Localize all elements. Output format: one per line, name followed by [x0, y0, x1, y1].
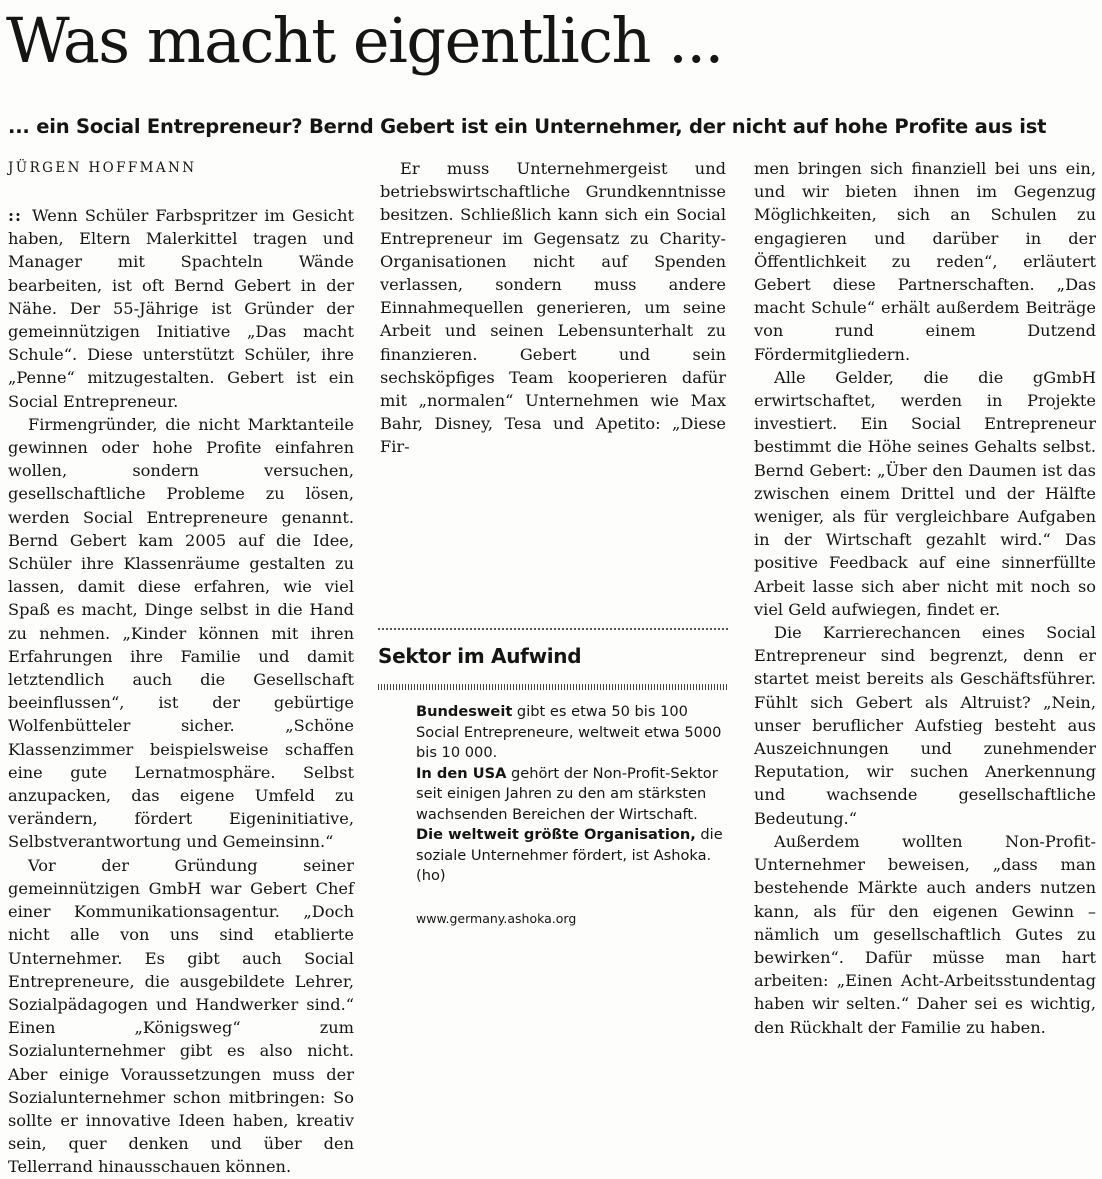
article-column-2 [380, 157, 726, 459]
sidebar-divider [378, 684, 728, 690]
sidebar-url: www.germany.ashoka.org [416, 910, 577, 926]
article-column-1 [8, 204, 354, 1179]
sidebar-title: Sektor im Aufwind [378, 644, 582, 668]
deck [8, 112, 1046, 142]
body-paragraph-1-text: Wenn Schüler Farbspritzer im Gesicht haben, Eltern Malerkittel tragen und Manager mit Spachteln Wände bearbeiten, ist oft Bernd Gebert in der Nähe. Der 55-Jährige ist Gründer der gemeinnützigen Initiative „Das macht Schule“. Diese unterstützt Schüler, ihre „Penne“ mitzugestalten. Gebert ist ein Social Entrepreneur. [8, 206, 354, 411]
deck-lead: ... ein Social Entrepreneur? [8, 115, 303, 138]
deck-rest: Bernd Gebert ist ein Unternehmer, der nicht auf hohe Profite aus ist [302, 115, 1047, 138]
headline: Was macht eigentlich ... [6, 4, 723, 77]
body-paragraph [8, 204, 354, 413]
author-byline: JÜRGEN HOFFMANN [8, 160, 197, 176]
body-paragraph-4-continued: men bringen sich finanziell bei uns ein, und wir bieten ihnen im Gegenzug Möglichkeiten, sich an Schulen zu engagieren und darüber in der Öffentlichkeit zu reden“, erläutert Gebert diese Partnerschaften. „Das macht Schule“ erhält außerdem Beiträge von rund einem Dutzend Fördermitgliedern. [754, 159, 1096, 364]
sidebar-top-rule [378, 628, 728, 630]
sidebar-item-text: die soziale Unternehmer fördert, ist Ashoka. (ho) [416, 826, 723, 884]
body-paragraph-5: Alle Gelder, die die gGmbH erwirtschaftet, werden in Projekte investiert. Ein Social Entrepreneur bestimmt die Höhe seines Gehalts selbst. Bernd Gebert: „Über den Daumen ist das zwischen einem Drittel und der Hälfte weniger, als für vergleichbare Aufgaben in der Wirtschaft gezahlt wird.“ Das positive Feedback auf eine sinnerfüllte Arbeit lasse sich aber nicht mit noch so viel Geld aufwiegen, findet er. [754, 367, 1096, 619]
sidebar-item-lead: In den USA [416, 764, 507, 782]
sidebar-body [416, 702, 728, 887]
body-paragraph-6: Die Karrierechancen eines Social Entrepreneur sind begrenzt, denn er startet meist bereits als Geschäftsführer. Fühlt sich Gebert als Altruist? „Nein, unser beruflicher Aufstieg besteht aus Auszeichnungen und zunehmender Reputation, wir suchen Anerkennung und wachsende gesellschaftliche Bedeutung.“ [754, 623, 1096, 828]
sidebar-item-text: gibt es etwa 50 bis 100 Social Entrepreneure, weltweit etwa 5000 bis 10 000. [416, 703, 722, 761]
body-paragraph-3: Vor der Gründung seiner gemeinnützigen GmbH war Gebert Chef einer Kommunikationsagentur. „Doch nicht alle von uns sind etablierte Unternehmer. Es gibt auch Social Entrepreneure, die ausgebildete Lehrer, Sozialpädagogen und Handwerker sind.“ Einen „Königsweg“ zum Sozialunternehmer gibt es also nicht. Aber einige Voraussetzungen muss der Sozialunternehmer schon mitbringen: So sollte er innovative Ideen haben, kreativ sein, quer denken und über den Tellerrand hinausschauen können. [8, 855, 354, 1177]
sidebar-item [416, 825, 728, 887]
sidebar-item-lead: Die weltweit größte Organisation, [416, 826, 696, 843]
paragraph-marker: :: [8, 206, 22, 225]
sidebar-item [416, 702, 728, 764]
article-column-3 [754, 157, 1096, 1039]
body-paragraph-2: Firmengründer, die nicht Marktanteile gewinnen oder hohe Profite einfahren wollen, sondern versuchen, gesellschaftliche Probleme zu lösen, werden Social Entrepreneure genannt. Bernd Gebert kam 2005 auf die Idee, Schüler ihre Klassenräume gestalten zu lassen, damit diese erfahren, wie viel Spaß es macht, Dinge selbst in die Hand zu nehmen. „Kinder können mit ihren Erfahrungen ihre Familie und damit letztendlich auch die Gesellschaft beeinflussen“, ist der gebürtige Wolfenbütteler sicher. „Schöne Klassenzimmer beispielsweise schaffen eine gute Lernatmosphäre. Selbst anzupacken, das eigene Umfeld zu verändern, fördert Eigeninitiative, Selbstverantwortung und Gemeinsinn.“ [8, 414, 354, 852]
sidebar-item-text: gehört der Non-Profit-Sektor seit einigen Jahren zu den am stärksten wachsenden Bereichen der Wirtschaft. [416, 764, 718, 823]
sidebar-item-lead: Bundesweit [416, 703, 513, 720]
sidebar-item [416, 764, 728, 826]
body-paragraph-4: Er muss Unternehmergeist und betriebswirtschaftliche Grundkenntnisse besitzen. Schließlich kann sich ein Social Entrepreneur im Gegensatz zu Charity-Organisationen nicht auf Spenden verlassen, sondern muss andere Einnahmequellen generieren, um seine Arbeit und seinen Lebensunterhalt zu finanzieren. Gebert und sein sechsköpfiges Team kooperieren dafür mit „normalen“ Unternehmen wie Max Bahr, Disney, Tesa und Apetito: „Diese Fir- [380, 159, 726, 457]
body-paragraph-7: Außerdem wollten Non-Profit-Unternehmer beweisen, „dass man bestehende Märkte auch anders nutzen kann, als für den eigenen Gewinn – nämlich um gesellschaftlich Gutes zu bewirken“. Dafür müsse man hart arbeiten: „Einen Acht-Arbeitsstundentag haben wir selten.“ Daher sei es wichtig, den Rückhalt der Familie zu haben. [754, 831, 1096, 1037]
sidebar-box [378, 628, 728, 926]
